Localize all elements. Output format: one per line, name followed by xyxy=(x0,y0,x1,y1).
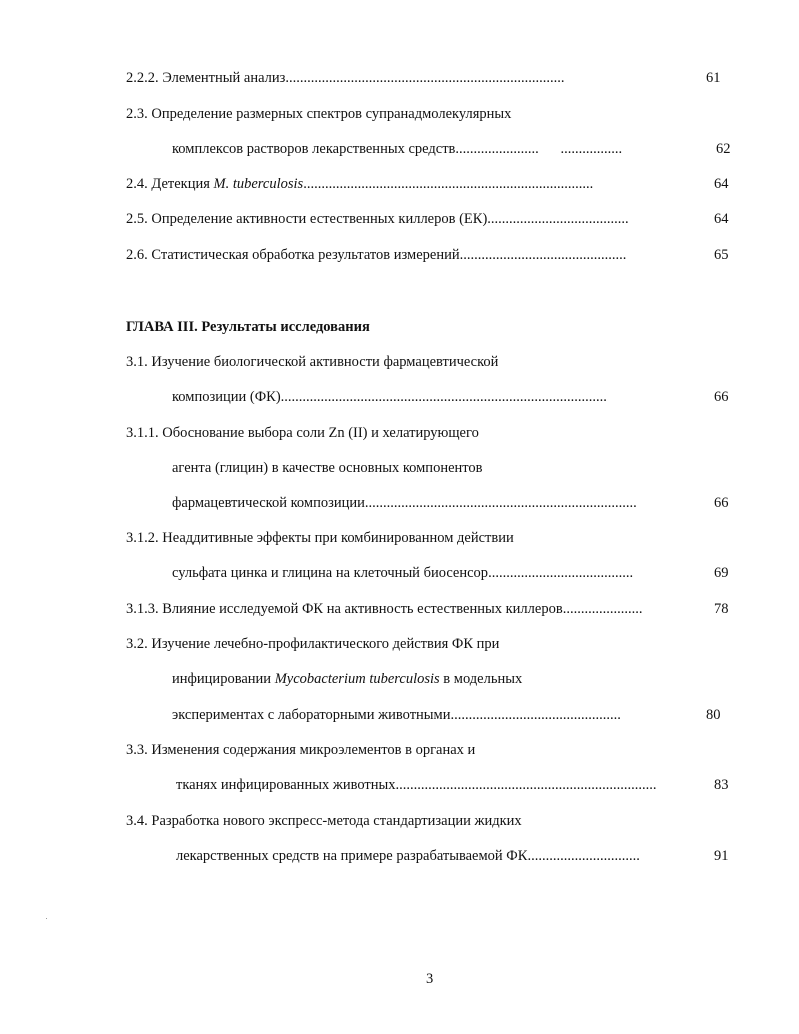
toc-entry-2-3 xyxy=(126,105,726,123)
toc-entry-title: 2.3. Определение размерных спектров супранадмолекулярных xyxy=(126,106,512,122)
toc-entry-3-3-continued xyxy=(176,776,714,794)
toc-page-number: 61 xyxy=(706,70,721,86)
toc-page-number: 80 xyxy=(706,707,721,723)
toc-leader-dots: ........................................................................ xyxy=(395,777,657,793)
toc-entry-title: композиции (ФК) xyxy=(172,389,281,405)
toc-entry-italic-term: Mycobacterium tuberculosis xyxy=(274,671,440,687)
toc-entry-3-1-2-continued xyxy=(172,564,714,582)
toc-page-number: 83 xyxy=(714,777,729,793)
toc-entry-3-1-2 xyxy=(126,529,726,547)
toc-entry-2-4 xyxy=(126,175,714,193)
toc-entry-3-1-continued xyxy=(172,388,714,406)
toc-entry-title: 3.1. Изучение биологической активности фармацевтической xyxy=(126,354,499,370)
toc-entry-title: сульфата цинка и глицина на клеточный биосенсор xyxy=(172,565,489,581)
toc-leader-dots: .......................................................................................... xyxy=(280,389,607,405)
toc-entry-title: экспериментах с лабораторными животными xyxy=(172,707,451,723)
toc-leader-dots: ....................... ................. xyxy=(455,141,623,157)
toc-page-number: 65 xyxy=(714,247,729,263)
toc-entry-title: фармацевтической композиции xyxy=(172,495,365,511)
toc-entry-2-3-continued xyxy=(172,140,716,158)
toc-page-number: 62 xyxy=(716,141,731,157)
toc-entry-title: лекарственных средств на примере разрабатываемой ФК xyxy=(176,848,528,864)
toc-entry-2-6 xyxy=(126,246,714,264)
toc-page-number: 91 xyxy=(714,848,729,864)
toc-entry-italic-term: M. tuberculosis xyxy=(213,176,304,192)
toc-entry-3-2 xyxy=(126,635,726,653)
toc-leader-dots: ....................................... xyxy=(487,211,629,227)
toc-entry-3-2-line2 xyxy=(172,670,732,688)
page-number: 3 xyxy=(426,971,434,987)
toc-entry-title: агента (глицин) в качестве основных компонентов xyxy=(172,460,483,476)
toc-entry-2-5 xyxy=(126,210,714,228)
toc-leader-dots: ............................... xyxy=(527,848,640,864)
toc-page-number: 66 xyxy=(714,389,729,405)
toc-entry-3-1-1-line2 xyxy=(172,459,732,477)
toc-entry-3-3 xyxy=(126,741,726,759)
toc-page-number: 69 xyxy=(714,565,729,581)
toc-entry-3-4-continued xyxy=(176,847,714,865)
toc-entry-title: 2.2.2. Элементный анализ xyxy=(126,70,286,86)
toc-entry-title: 2.4. Детекция xyxy=(126,176,214,192)
scan-speck xyxy=(46,918,47,919)
toc-leader-dots: ............................................... xyxy=(450,707,621,723)
toc-page-number: 64 xyxy=(714,176,729,192)
toc-entry-3-1-1-line3 xyxy=(172,494,714,512)
toc-entry-3-1 xyxy=(126,353,726,371)
toc-entry-title: 2.6. Статистическая обработка результатов измерений xyxy=(126,247,460,263)
toc-leader-dots: .............................................. xyxy=(459,247,627,263)
toc-entry-title: 3.3. Изменения содержания микроэлементов в органах и xyxy=(126,742,476,758)
toc-leader-dots: ........................................ xyxy=(488,565,634,581)
chapter-heading: ГЛАВА III. Результаты исследования xyxy=(126,319,370,335)
toc-page-number: 64 xyxy=(714,211,729,227)
toc-leader-dots: ........................................................................... xyxy=(364,495,637,511)
toc-leader-dots: ................................................................................ xyxy=(303,176,594,192)
toc-entry-title: 3.1.1. Обоснование выбора соли Zn (II) и хелатирующего xyxy=(126,425,479,441)
toc-entry-title: тканях инфицированных животных xyxy=(176,777,396,793)
toc-entry-title: 2.5. Определение активности естественных киллеров (ЕК) xyxy=(126,211,488,227)
toc-leader-dots: ...................... xyxy=(562,601,643,617)
toc-entry-title: инфицировании xyxy=(172,671,275,687)
toc-entry-3-1-1 xyxy=(126,424,726,442)
toc-entry-title: 3.4. Разработка нового экспресс-метода стандартизации жидких xyxy=(126,813,522,829)
toc-entry-2-2-2 xyxy=(126,69,706,87)
toc-entry-3-2-line3 xyxy=(172,706,706,724)
toc-page-number: 78 xyxy=(714,601,729,617)
toc-entry-title: 3.1.2. Неаддитивные эффекты при комбинированном действии xyxy=(126,530,514,546)
toc-leader-dots: ............................................................................. xyxy=(285,70,565,86)
toc-entry-3-1-3 xyxy=(126,600,714,618)
toc-entry-title: комплексов растворов лекарственных средств xyxy=(172,141,456,157)
toc-entry-title: в модельных xyxy=(439,671,523,687)
toc-entry-title: 3.2. Изучение лечебно-профилактического действия ФК при xyxy=(126,636,500,652)
toc-entry-3-4 xyxy=(126,812,746,830)
toc-page-number: 66 xyxy=(714,495,729,511)
toc-entry-title: 3.1.3. Влияние исследуемой ФК на активность естественных киллеров xyxy=(126,601,563,617)
